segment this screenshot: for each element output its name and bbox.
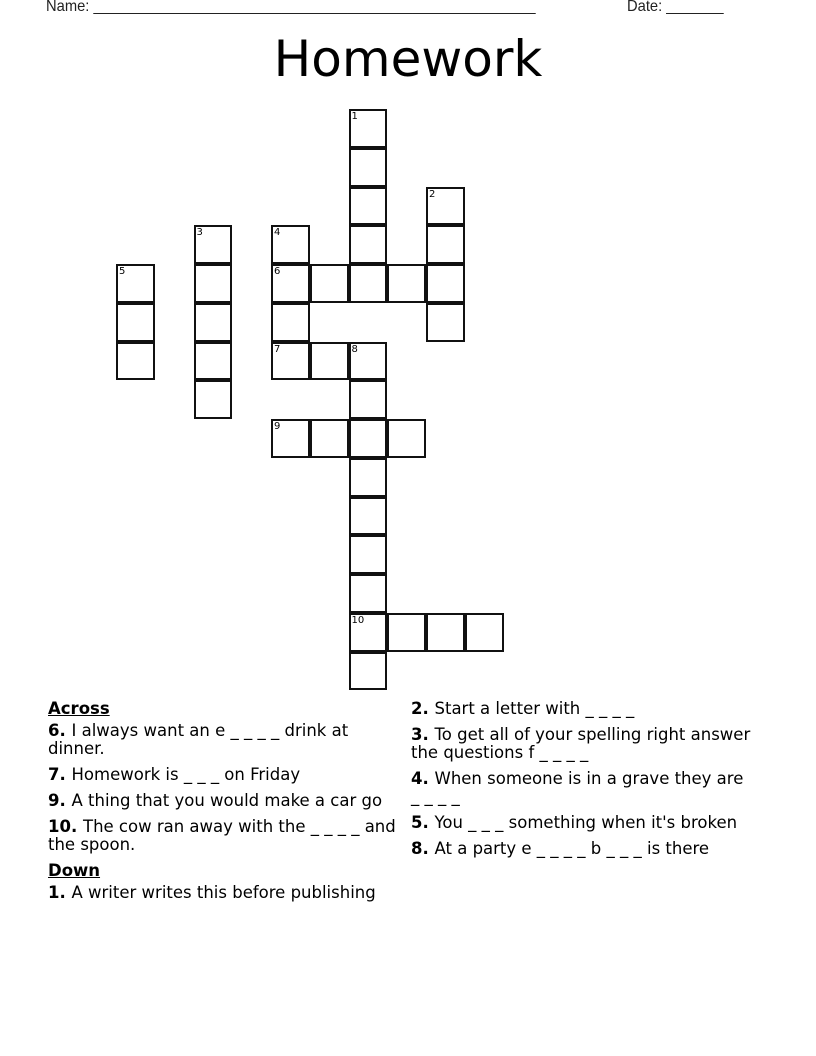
grid-cell[interactable]	[387, 419, 426, 458]
down-heading: Down	[48, 861, 101, 880]
grid-cell[interactable]	[271, 419, 310, 458]
date-label: Date:	[627, 0, 663, 15]
clue-number: 5	[119, 266, 126, 277]
name-label: Name:	[46, 0, 90, 15]
grid-cell[interactable]	[194, 380, 233, 419]
grid-cell[interactable]	[310, 419, 349, 458]
grid-cell[interactable]	[426, 225, 465, 264]
grid-cell[interactable]	[426, 303, 465, 342]
grid-cell[interactable]	[116, 264, 155, 303]
grid-cell[interactable]	[349, 497, 388, 536]
grid-cell[interactable]	[271, 225, 310, 264]
clue-down-4: 4. When someone is in a grave they are _ _ _ _	[411, 769, 744, 806]
grid-cell[interactable]	[349, 109, 388, 148]
clue-down-5: 5. You _ _ _ something when it's broken	[411, 813, 738, 832]
clue-number: 3	[196, 227, 203, 239]
grid-cell[interactable]	[349, 264, 388, 303]
grid-cell[interactable]	[194, 264, 233, 303]
grid-cell[interactable]	[349, 652, 388, 691]
clues-right-column	[411, 700, 751, 866]
grid-cell[interactable]	[426, 187, 465, 226]
clue-across-7: 7. Homework is _ _ _ on Friday	[48, 765, 301, 784]
grid-cell[interactable]	[426, 264, 465, 303]
grid-cell[interactable]	[271, 264, 310, 303]
grid-cell[interactable]	[310, 342, 349, 381]
crossword-grid	[117, 110, 517, 700]
grid-cell[interactable]	[349, 613, 388, 652]
grid-cell[interactable]	[194, 303, 233, 342]
grid-cell[interactable]	[349, 225, 388, 264]
grid-cell[interactable]	[349, 380, 388, 419]
clue-number: 4	[274, 227, 281, 239]
grid-cell[interactable]	[349, 574, 388, 613]
grid-cell[interactable]	[349, 535, 388, 574]
clue-down-2: 2. Start a letter with _ _ _ _	[411, 699, 635, 718]
clue-down-1: 1. A writer writes this before publishing	[48, 883, 376, 902]
grid-cell[interactable]	[387, 264, 426, 303]
grid-cell[interactable]	[116, 303, 155, 342]
clue-number: 2	[429, 188, 436, 200]
grid-cell[interactable]	[387, 613, 426, 652]
clue-down-8: 8. At a party e _ _ _ _ b _ _ _ is there	[411, 839, 710, 858]
grid-cell[interactable]	[310, 264, 349, 303]
grid-cell[interactable]	[426, 613, 465, 652]
across-heading: Across	[48, 699, 110, 718]
date-line: _______	[666, 0, 724, 15]
grid-cell[interactable]	[349, 419, 388, 458]
clue-number: 6	[274, 266, 281, 277]
clue-across-10: 10. The cow ran away with the _ _ _ _ and the spoon.	[48, 817, 396, 854]
grid-cell[interactable]	[271, 303, 310, 342]
grid-cell[interactable]	[349, 148, 388, 187]
name-line: ______________________________________________________	[93, 0, 536, 15]
clue-number: 10	[351, 614, 365, 626]
clue-number: 7	[274, 343, 281, 355]
grid-cell[interactable]	[349, 458, 388, 497]
clue-across-9: 9. A thing that you would make a car go	[48, 791, 383, 810]
grid-cell[interactable]	[194, 225, 233, 264]
clue-across-6: 6. I always want an e _ _ _ _ drink at dinner.	[48, 721, 349, 758]
page-title: Homework	[273, 30, 543, 88]
clue-number: 8	[351, 343, 358, 355]
name-field[interactable]	[46, 0, 536, 16]
grid-cell[interactable]	[465, 613, 504, 652]
clue-number: 9	[274, 421, 281, 432]
date-field[interactable]	[627, 0, 724, 16]
grid-cell[interactable]	[194, 342, 233, 381]
grid-cell[interactable]	[271, 342, 310, 381]
clue-down-3: 3. To get all of your spelling right answer the questions f _ _ _ _	[411, 725, 751, 762]
grid-cell[interactable]	[349, 342, 388, 381]
grid-cell[interactable]	[116, 342, 155, 381]
clue-number: 1	[351, 111, 358, 122]
clues-left-column	[48, 700, 398, 910]
grid-cell[interactable]	[349, 187, 388, 226]
